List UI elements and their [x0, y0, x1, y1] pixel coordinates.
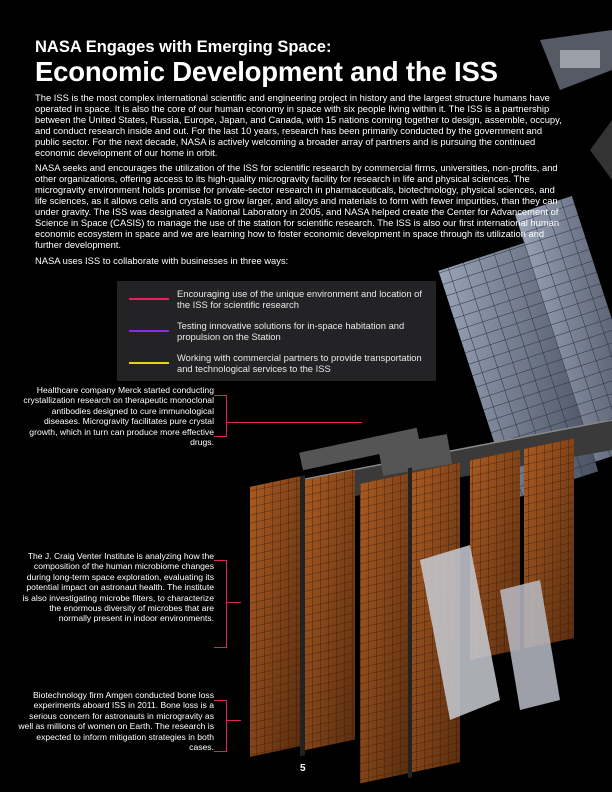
page-number: 5 [300, 763, 306, 774]
page-title: Economic Development and the ISS [35, 56, 498, 87]
legend-text: Testing innovative solutions for in-space habitation and propulsion on the Station [177, 320, 405, 342]
callout-pointer-line [227, 720, 241, 721]
content [35, 38, 565, 272]
callout-bracket [214, 700, 227, 752]
page-subtitle: NASA Engages with Emerging Space: [35, 38, 332, 56]
legend-line-research [129, 298, 169, 300]
callout-merck: Healthcare company Merck started conducting crystallization research on therapeutic monoclonal antibodies designed to cure immunological diseases. Microgravity facilitates pure crystal growth, which in turn can produce more effective drugs. [23, 385, 214, 448]
legend-text: Working with commercial partners to provide transportation and technological services to the ISS [177, 352, 422, 374]
callout-bracket [214, 560, 227, 648]
research-paragraph: NASA seeks and encourages the utilization of the ISS for scientific research by commercial firms, universities, non-profits, and other organizations, offering access to its high-quality microgravity facility for research in life and physical sciences. The microgravity environment holds promise for private-sector research in pharmaceuticals, biotechnology, physical sciences, and life sciences, as it allows cells and crystals to grow larger, and alloys and materials to form with fewer impurities, than they can under gravity. The ISS was designated a National Laboratory in 2005, and NASA helped create the Center for Advancement of Science in Space (CASIS) to manage the use of the station for scientific research. The ISS is also our first international human economic ecosystem in space and we are learning how to foster economic development in space through its utilization and further development. [35, 162, 560, 250]
intro-paragraph: The ISS is the most complex international scientific and engineering project in history and the largest structure humans have operated in space. It is also the core of our human economy in space with six people living within it. The ISS is a partnership between the United States, Russia, Europe, Japan, and Canada, with 15 nations coming together to design, assemble, occupy, and conduct research inside and out. For the last 10 years, research has been primarily conducted by the government and public sector. For the next decade, NASA is actively welcoming a broader array of partners and is pursuing the continued economic development of our home in orbit. [35, 92, 562, 158]
collaboration-intro: NASA uses ISS to collaborate with businesses in three ways: [35, 254, 289, 266]
callout-pointer-line [227, 422, 362, 423]
legend-text: Encouraging use of the unique environment and location of the ISS for scientific research [177, 288, 422, 310]
legend-box [117, 281, 436, 381]
callout-pointer-line [227, 602, 241, 603]
legend-line-habitation [129, 330, 169, 332]
callout-bracket [214, 395, 227, 437]
legend-line-commercial [129, 362, 169, 364]
callout-amgen: Biotechnology firm Amgen conducted bone loss experiments aboard ISS in 2011. Bone loss is a serious concern for astronauts in microgravity as well as millions of women on Earth. The research is expected to inform mitigation strategies in both cases. [18, 690, 214, 753]
callout-venter: The J. Craig Venter Institute is analyzing how the composition of the human microbiome changes during long-term space exploration, evaluating its potential impact on astronaut health. The institute is also investigating microbe filters, to characterize the enormous diversity of microbes that are normally present in indoor environments. [22, 551, 214, 624]
